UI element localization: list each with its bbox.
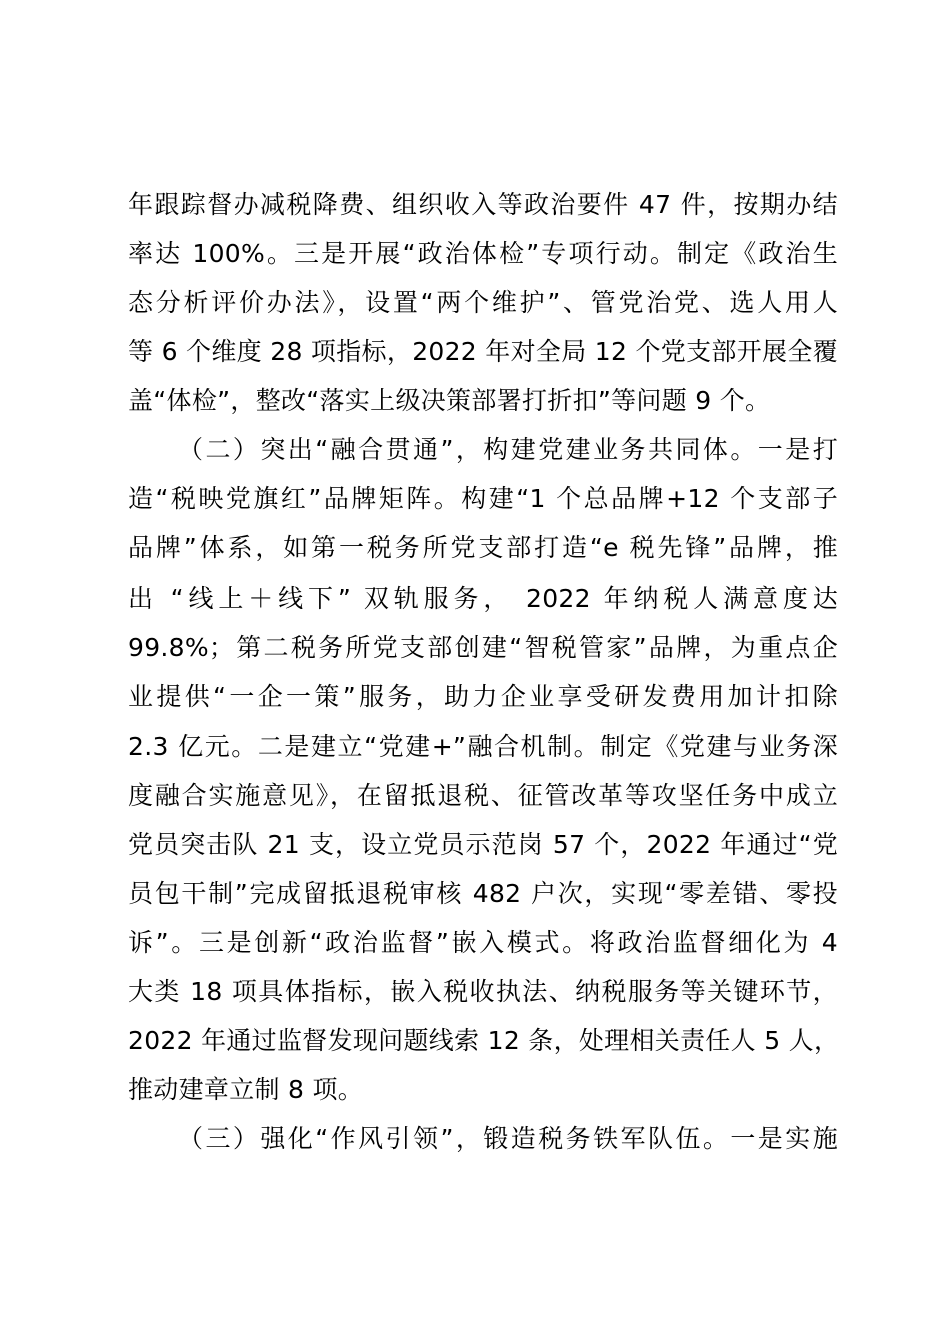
body-text-line: 2.3 亿元。二是建立“党建+”融合机制。制定《党建与业务深: [128, 732, 838, 761]
section-heading-line: （三）强化“作风引领”，锻造税务铁军队伍。一是实施: [178, 1124, 838, 1153]
body-text-line: 诉”。三是创新“政治监督”嵌入模式。将政治监督细化为 4: [128, 928, 838, 957]
body-text-line: 年跟踪督办减税降费、组织收入等政治要件 47 件，按期办结: [128, 190, 838, 219]
body-text-line: 2022 年通过监督发现问题线索 12 条，处理相关责任人 5 人，: [128, 1026, 840, 1055]
section-heading-line: （二）突出“融合贯通”，构建党建业务共同体。一是打: [178, 435, 838, 464]
body-text-line: 等 6 个维度 28 项指标，2022 年对全局 12 个党支部开展全覆: [128, 337, 838, 366]
body-text-line: 态分析评价办法》，设置“两个维护”、管党治党、选人用人: [128, 288, 838, 317]
body-text-line: 党员突击队 21 支，设立党员示范岗 57 个，2022 年通过“党: [128, 830, 838, 859]
body-text-line: 出 “线上＋线下” 双轨服务， 2022 年纳税人满意度达: [128, 584, 838, 613]
body-text-line: 业提供“一企一策”服务，助力企业享受研发费用加计扣除: [128, 682, 838, 711]
body-text-line: 度融合实施意见》，在留抵退税、征管改革等攻坚任务中成立: [128, 781, 838, 810]
body-text-line: 推动建章立制 8 项。: [128, 1075, 364, 1104]
body-text-line: 99.8%；第二税务所党支部创建“智税管家”品牌，为重点企: [128, 633, 838, 662]
body-text-line: 品牌”体系，如第一税务所党支部打造“e 税先锋”品牌，推: [128, 533, 838, 562]
body-text-line: 盖“体检”，整改“落实上级决策部署打折扣”等问题 9 个。: [128, 386, 771, 415]
body-text-line: 员包干制”完成留抵退税审核 482 户次，实现“零差错、零投: [128, 879, 838, 908]
body-text-line: 造“税映党旗红”品牌矩阵。构建“1 个总品牌+12 个支部子: [128, 484, 838, 513]
body-text-line: 大类 18 项具体指标，嵌入税收执法、纳税服务等关键环节，: [128, 977, 838, 1006]
body-text-line: 率达 100%。三是开展“政治体检”专项行动。制定《政治生: [128, 239, 838, 268]
